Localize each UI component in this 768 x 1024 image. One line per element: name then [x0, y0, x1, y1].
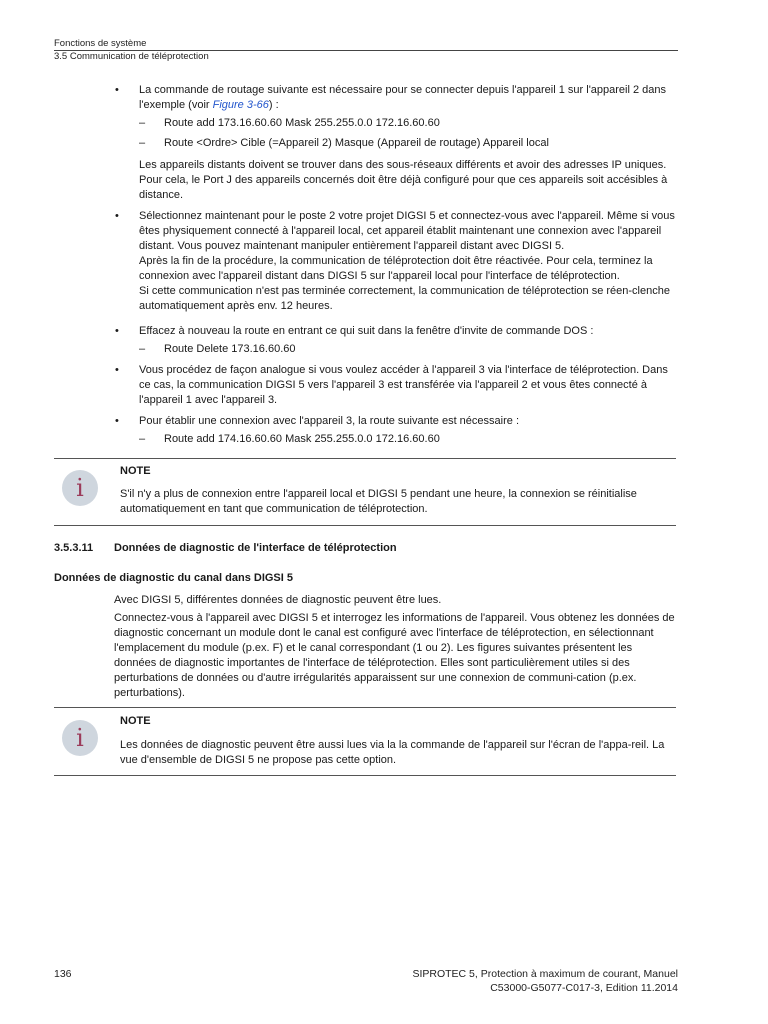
section-number: 3.5.3.11 [54, 542, 94, 554]
header-chapter: Fonctions de système [54, 38, 147, 49]
bullet-3-sub-1 [114, 342, 676, 357]
bullet-glyph: • [115, 210, 119, 222]
note-2-text: Les données de diagnostic peuvent être aussi lues via la la commande de l'appareil sur l'écran de l'appa-reil. La vue d'ensemble de DIGSI 5 ne propose pas cette option. [120, 739, 665, 766]
bullet-1-text-post: ) : [268, 99, 279, 111]
bullet-1-sub-2 [114, 136, 676, 151]
route-add-command-2: Route add 174.16.60.60 Mask 255.255.0.0 172.16.60.60 [164, 433, 440, 445]
page-number: 136 [54, 968, 72, 980]
bullet-3-text: Effacez à nouveau la route en entrant ce qui suit dans la fenêtre d'invite de commande DOS : [139, 325, 594, 337]
footer-product: SIPROTEC 5, Protection à maximum de courant, Manuel [412, 968, 678, 980]
section-title: Données de diagnostic de l'interface de téléprotection [114, 542, 397, 554]
bullet-1 [114, 83, 676, 113]
figure-link[interactable]: Figure 3-66 [212, 99, 269, 111]
section-para-2: Connectez-vous à l'appareil avec DIGSI 5 et interrogez les informations de l'appareil. Vous obtenez les données de diagnostic concernant un module dont le canal est configuré avec l'interface de téléprotection, en sélectionnant l'emplacement du module (p.ex. F) et le canal correspondant (1 ou 2). Les figures suivantes présentent les données de diagnostic importantes de l'interface de téléprotection. Elles sont particulièrement utiles si des perturbations de données ou d'autre irrégularités apparaissent sur une connexion de communi-cation (p.ex. perturbations). [114, 612, 675, 699]
footer-doc-id: C53000-G5077-C017-3, Edition 11.2014 [490, 982, 678, 994]
dash-glyph: – [139, 117, 146, 129]
dash-glyph: – [139, 137, 146, 149]
bullet-glyph: • [115, 84, 119, 96]
header-rule [54, 50, 678, 51]
note-2-title: NOTE [120, 715, 151, 727]
bullet-4-text: Vous procédez de façon analogue si vous voulez accéder à l'appareil 3 via l'interface de téléprotection. Dans ce cas, la communication DIGSI 5 vers l'appareil 3 est transférée via l'appareil 2 et vous êtes connecté à l'appareil 1 avec l'appareil 3. [139, 364, 668, 406]
route-delete-command: Route Delete 173.16.60.60 [164, 343, 296, 355]
bullet-1-para-text: Les appareils distants doivent se trouver dans des sous-réseaux différents et avoir des adresses IP uniques. Pour cela, le Port J des appareils concernés doit être déjà configuré pour que ces appareils soit accésibles à distance. [139, 159, 668, 201]
bullet-1-sub-1 [114, 116, 676, 131]
bullet-2-para-2: Si cette communication n'est pas terminée correctement, la communication de téléprotection se réen-clenche automatiquement après env. 12 heures. [139, 285, 670, 312]
bullet-5 [114, 414, 676, 429]
note-1-text: S'il n'y a plus de connexion entre l'appareil local et DIGSI 5 pendant une heure, la connexion se réinitialise automatiquement en tant que communication de téléprotection. [120, 488, 637, 515]
dash-glyph: – [139, 433, 146, 445]
bullet-glyph: • [115, 325, 119, 337]
note-2-bottom-rule [54, 775, 676, 776]
info-icon: i [62, 470, 98, 506]
bullet-5-text: Pour établir une connexion avec l'appareil 3, la route suivante est nécessaire : [139, 415, 519, 427]
note-2-top-rule [54, 707, 676, 708]
note-1-top-rule [54, 458, 676, 459]
bullet-3 [114, 324, 676, 339]
bullet-1-text-pre: La commande de routage suivante est nécessaire pour se connecter depuis l'appareil 1 sur l'appareil 2 dans l'exemple (voir [139, 84, 667, 111]
bullet-glyph: • [115, 364, 119, 376]
header-section: 3.5 Communication de téléprotection [54, 51, 209, 62]
route-add-command: Route add 173.16.60.60 Mask 255.255.0.0 172.16.60.60 [164, 117, 440, 129]
note-1-bottom-rule [54, 525, 676, 526]
bullet-5-sub-1 [114, 432, 676, 447]
note-1-title: NOTE [120, 465, 151, 477]
bullet-2-text: Sélectionnez maintenant pour le poste 2 votre projet DIGSI 5 et connectez-vous avec l'appareil. Même si vous êtes physiquement connecté à l'appareil local, cet appareil établit maintenant une connexion avec l'appareil distant. Vous pouvez maintenant manipuler entièrement l'appareil distant avec DIGSI 5. [139, 210, 675, 252]
dash-glyph: – [139, 343, 146, 355]
subheading: Données de diagnostic du canal dans DIGSI 5 [54, 572, 293, 584]
bullet-1-para [114, 158, 676, 203]
info-icon: i [62, 720, 98, 756]
section-para-1: Avec DIGSI 5, différentes données de diagnostic peuvent être lues. [114, 594, 442, 606]
bullet-2-para-1: Après la fin de la procédure, la communication de téléprotection doit être réactivée. Pour cela, terminez la connexion avec l'appareil distant dans DIGSI 5 sur l'appareil local pour l'interface de téléprotection. [139, 255, 653, 282]
bullet-glyph: • [115, 415, 119, 427]
bullet-2 [114, 209, 676, 314]
route-syntax: Route <Ordre> Cible (=Appareil 2) Masque (Appareil de routage) Appareil local [164, 137, 549, 149]
bullet-4 [114, 363, 676, 408]
